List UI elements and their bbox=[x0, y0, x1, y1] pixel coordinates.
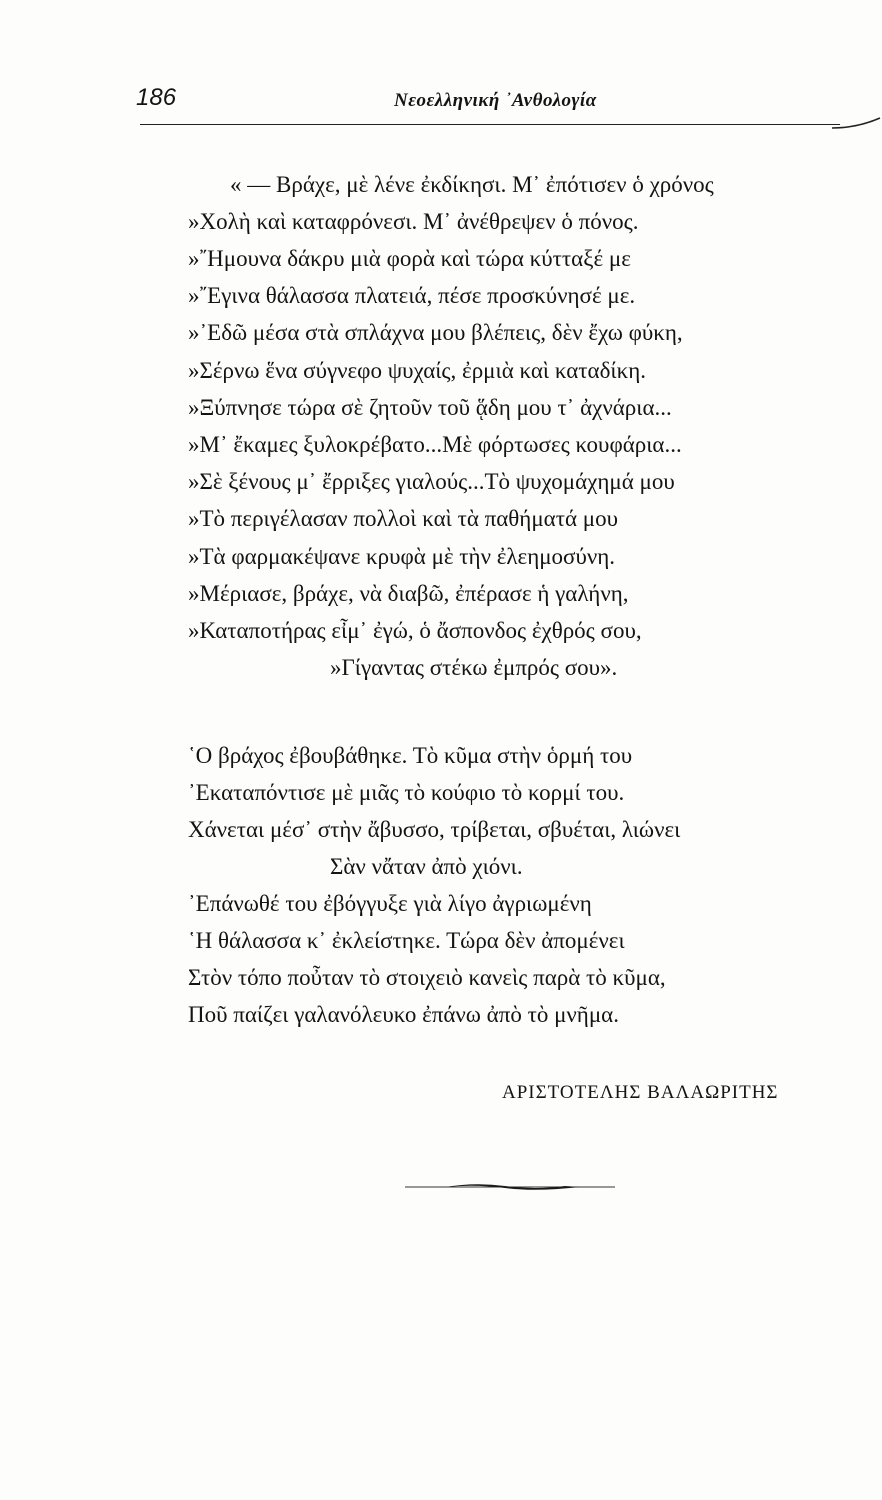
verse-line: Σὰν νἄταν ἀπὸ χιόνι. bbox=[330, 854, 523, 879]
verse-line: »Σέρνω ἕνα σύγνεφο ψυχαίς, ἐρμιὰ καὶ καταδίκη. bbox=[188, 358, 646, 383]
verse-line: »Τὸ περιγέλασαν πολλοὶ καὶ τὰ παθήματά μου bbox=[188, 506, 618, 531]
verse-line: »Χολὴ καὶ καταφρόνεσι. Μ᾿ ἀνέθρεψεν ὁ πόνος. bbox=[188, 209, 639, 234]
verse-line: ᾿Επάνωθέ του ἐβόγγυξε γιὰ λίγο ἀγριωμένη bbox=[188, 891, 592, 916]
verse-line: »Μ᾿ ἔκαμες ξυλοκρέβατο...Μὲ φόρτωσες κουφάρια... bbox=[188, 432, 682, 457]
author-signature: ΑΡΙΣΤΟΤΕΛΗΣ ΒΑΛΑΩΡΙΤΗΣ bbox=[502, 1082, 779, 1103]
verse-line: »Ξύπνησε τώρα σὲ ζητοῦν τοῦ ᾅδη μου τ᾿ ἀχνάρια... bbox=[188, 395, 672, 420]
verse-line: Χάνεται μέσ᾿ στὴν ἄβυσσο, τρίβεται, σβυέται, λιώνει bbox=[188, 817, 681, 842]
verse-line: « — Βράχε, μὲ λένε ἐκδίκησι. Μ᾿ ἐπότισεν ὁ χρόνος bbox=[230, 172, 714, 197]
verse-line: »Μέριασε, βράχε, νὰ διαβῶ, ἐπέρασε ἡ γαλήνη, bbox=[188, 581, 629, 606]
verse-line: »Σὲ ξένους μ᾿ ἔρριξες γιαλούς...Τὸ ψυχομάχημά μου bbox=[188, 469, 675, 494]
running-title: Νεοελληνική ᾿Ανθολογία bbox=[394, 90, 597, 111]
page-header bbox=[136, 84, 866, 124]
verse-line: Στὸν τόπο ποὖταν τὸ στοιχειὸ κανεὶς παρὰ τὸ κῦμα, bbox=[188, 965, 666, 990]
verse-line: ῾Ο βράχος ἐβουβάθηκε. Τὸ κῦμα στὴν ὁρμή του bbox=[188, 743, 633, 768]
verse-line: »Τὰ φαρμακέψανε κρυφὰ μὲ τὴν ἐλεημοσύνη. bbox=[188, 544, 616, 569]
verse-line: »᾿Εδῶ μέσα στὰ σπλάχνα μου βλέπεις, δὲν ἔχω φύκη, bbox=[188, 320, 683, 345]
verse-line: »Γίγαντας στέκω ἐμπρός σου». bbox=[330, 655, 618, 680]
verse-line: »῎Εγινα θάλασσα πλατειά, πέσε προσκύνησέ με. bbox=[188, 283, 636, 308]
verse-line: Ποῦ παίζει γαλανόλευκο ἐπάνω ἀπὸ τὸ μνῆμα. bbox=[188, 1002, 619, 1027]
end-ornament bbox=[405, 1180, 615, 1194]
verse-line: »Καταποτήρας εἶμ᾿ ἐγώ, ὁ ἄσπονδος ἐχθρός σου, bbox=[188, 618, 642, 643]
page-number: 186 bbox=[136, 84, 177, 111]
verse-line: »῎Ημουνα δάκρυ μιὰ φορὰ καὶ τώρα κύτταξέ με bbox=[188, 246, 631, 271]
header-rule-flourish bbox=[832, 116, 882, 130]
verse-line: ᾿Εκαταπόντισε μὲ μιᾶς τὸ κούφιο τὸ κορμί του. bbox=[188, 780, 625, 805]
header-rule bbox=[140, 124, 840, 125]
verse-line: ῾Η θάλασσα κ᾿ ἐκλείστηκε. Τώρα δὲν ἀπομένει bbox=[188, 928, 625, 953]
